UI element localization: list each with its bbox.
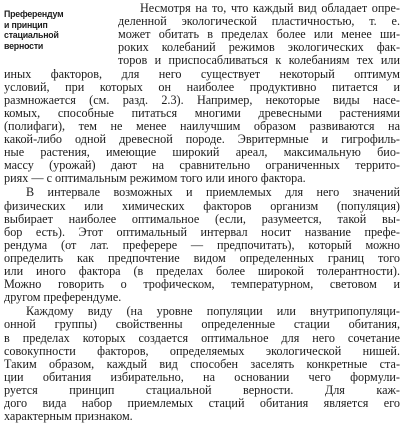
paragraph-1-line: ные растения, имеющие широкий ареал, максимальную био- (4, 146, 400, 160)
paragraph-2-line: Можно говорить о трофическом, температурном, световом и (4, 278, 400, 292)
margin-heading-line: стациальной (4, 30, 59, 40)
paragraph-1-line: роких колебаний режимов экологических фак- (118, 41, 400, 55)
paragraph-2-line: физических или химических факторов организм (популяция) (4, 199, 400, 213)
paragraph-2-line: определить как предпочтение видом определенных границ того (4, 251, 400, 265)
paragraph-2-line: другом преферендуме. (4, 291, 122, 305)
paragraph-1-line: (полифаги), тем не менее наилучшим образом развиваются на (4, 119, 400, 133)
paragraph-1-line: иных факторов, для него существует некоторый оптимум (4, 67, 400, 81)
paragraph-3-line: в пределах которых создается оптимальное для него сочетание (4, 331, 400, 345)
paragraph-3-line: ции обитания избирательно, на основании чего формули- (4, 370, 400, 384)
paragraph-2-line: рендума (от лат. преферере — предпочитать), который можно (4, 238, 400, 252)
paragraph-1-line: торов и приспосабливаться к колебаниям тех или (118, 54, 400, 68)
paragraph-1-line: может обитать в пределах более или менее ши- (118, 28, 400, 42)
paragraph-3-line: характерным признаком. (4, 410, 133, 424)
paragraph-3-line: руется принцип стациальной верности. Для каж- (4, 383, 400, 397)
paragraph-1-line: деленной экологической пластичностью, т. е. (118, 15, 400, 29)
paragraph-3-line: Каждому виду (на уровне популяции или внутрипопуляци- (26, 305, 400, 319)
paragraph-1-line: условий, при которых он наиболее продуктивно питается и (4, 80, 400, 94)
paragraph-1-line: Несмотря на то, что каждый вид обладает опре- (140, 2, 400, 15)
margin-heading-line: и принцип (4, 19, 48, 30)
paragraph-3-line: совокупности факторов, определяемых экологической нишей. (4, 344, 400, 358)
paragraph-1-line: размножается (см. разд. 2.3). Например, некоторые виды насе- (4, 93, 400, 107)
paragraph-1-line: риях — с оптимальным режимом того или иного фактора. (4, 172, 306, 186)
paragraph-2-line: или иного фактора (в пределах более широкой толерантности). (4, 265, 400, 278)
paragraph-3-line: дого вида набор приемлемых стаций обитания является его (4, 397, 400, 410)
paragraph-2-line: выбирает наиболее оптимальное (если, разумеется, такой вы- (4, 212, 400, 226)
paragraph-2-line: бор есть). Этот оптимальный интервал носит название префе- (4, 225, 400, 239)
margin-heading (4, 9, 112, 51)
paragraph-1-line: массу (урожай) дают на сравнительно ограниченных террито- (4, 159, 400, 173)
paragraph-3-line: Таким образом, каждый вид способен заселять конкретные ста- (4, 357, 400, 371)
margin-heading-line: Преферендум (4, 9, 64, 19)
margin-heading-line: верности (4, 40, 44, 51)
paragraph-1-line: какой-либо одной древесной породе. Эвритермные и гигрофиль- (4, 133, 400, 146)
paragraph-3-line: онной группы) свойственны определенные стации обитания, (4, 318, 400, 332)
paragraph-2-line: В интервале возможных и приемлемых для него значений (26, 186, 400, 200)
paragraph-1-line: комых, способные питаться многими древесными растениями (4, 106, 400, 120)
